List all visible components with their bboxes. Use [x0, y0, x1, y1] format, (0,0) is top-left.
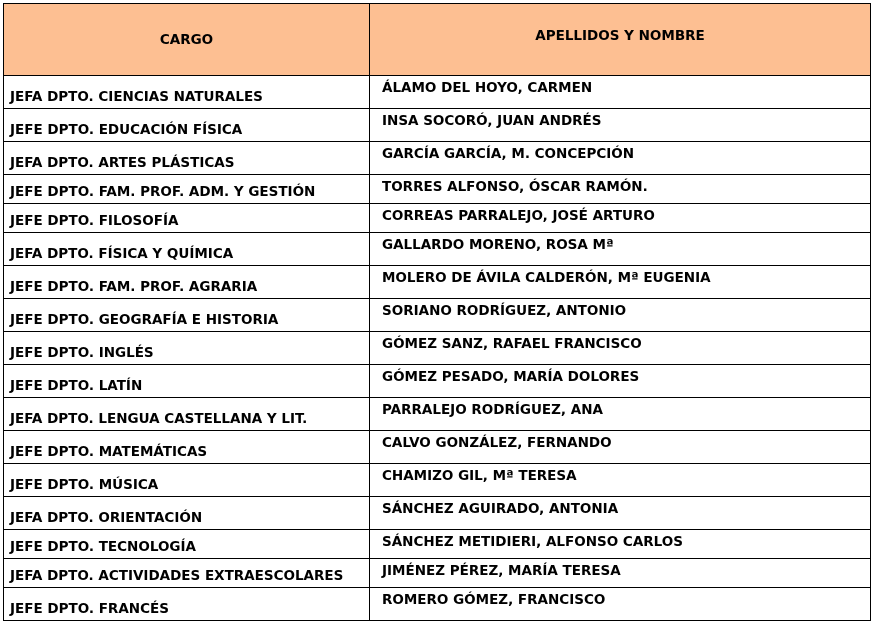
cell-cargo: JEFE DPTO. TECNOLOGÍA: [4, 530, 370, 559]
cell-nombre: CHAMIZO GIL, Mª TERESA: [370, 464, 871, 497]
table-row: [4, 365, 871, 398]
header-row: [4, 4, 871, 76]
cell-nombre: CALVO GONZÁLEZ, FERNANDO: [370, 431, 871, 464]
header-cargo: CARGO: [4, 4, 370, 76]
cell-nombre: TORRES ALFONSO, ÓSCAR RAMÓN.: [370, 175, 871, 204]
cell-nombre: MOLERO DE ÁVILA CALDERÓN, Mª EUGENIA: [370, 266, 871, 299]
table-row: [4, 233, 871, 266]
cell-cargo: JEFE DPTO. MATEMÁTICAS: [4, 431, 370, 464]
header-nombre: APELLIDOS Y NOMBRE: [370, 4, 871, 76]
table-row: [4, 175, 871, 204]
cell-nombre: GALLARDO MORENO, ROSA Mª: [370, 233, 871, 266]
cell-cargo: JEFE DPTO. FRANCÉS: [4, 588, 370, 621]
cell-cargo: JEFA DPTO. CIENCIAS NATURALES: [4, 76, 370, 109]
table-row: [4, 266, 871, 299]
table-body: [4, 76, 871, 621]
cell-nombre: ROMERO GÓMEZ, FRANCISCO: [370, 588, 871, 621]
cell-cargo: JEFA DPTO. ACTIVIDADES EXTRAESCOLARES: [4, 559, 370, 588]
cell-cargo: JEFE DPTO. FAM. PROF. ADM. Y GESTIÓN: [4, 175, 370, 204]
cell-nombre: CORREAS PARRALEJO, JOSÉ ARTURO: [370, 204, 871, 233]
cell-cargo: JEFE DPTO. MÚSICA: [4, 464, 370, 497]
cell-cargo: JEFE DPTO. EDUCACIÓN FÍSICA: [4, 109, 370, 142]
cell-cargo: JEFE DPTO. INGLÉS: [4, 332, 370, 365]
table-row: [4, 530, 871, 559]
table-row: [4, 109, 871, 142]
cell-nombre: INSA SOCORÓ, JUAN ANDRÉS: [370, 109, 871, 142]
table-row: [4, 398, 871, 431]
cell-cargo: JEFE DPTO. GEOGRAFÍA E HISTORIA: [4, 299, 370, 332]
table-row: [4, 559, 871, 588]
table-row: [4, 464, 871, 497]
cell-cargo: JEFA DPTO. FÍSICA Y QUÍMICA: [4, 233, 370, 266]
cell-cargo: JEFE DPTO. LATÍN: [4, 365, 370, 398]
cell-cargo: JEFA DPTO. ORIENTACIÓN: [4, 497, 370, 530]
table-header: [4, 4, 871, 76]
cell-nombre: SORIANO RODRÍGUEZ, ANTONIO: [370, 299, 871, 332]
cell-nombre: JIMÉNEZ PÉREZ, MARÍA TERESA: [370, 559, 871, 588]
cell-nombre: ÁLAMO DEL HOYO, CARMEN: [370, 76, 871, 109]
table-row: [4, 332, 871, 365]
cell-nombre: SÁNCHEZ AGUIRADO, ANTONIA: [370, 497, 871, 530]
cell-cargo: JEFA DPTO. ARTES PLÁSTICAS: [4, 142, 370, 175]
table-row: [4, 431, 871, 464]
department-heads-table: [3, 3, 871, 621]
cell-cargo: JEFE DPTO. FAM. PROF. AGRARIA: [4, 266, 370, 299]
cell-nombre: GÓMEZ SANZ, RAFAEL FRANCISCO: [370, 332, 871, 365]
table-row: [4, 588, 871, 621]
cell-nombre: GARCÍA GARCÍA, M. CONCEPCIÓN: [370, 142, 871, 175]
table-row: [4, 497, 871, 530]
table-row: [4, 142, 871, 175]
table-row: [4, 204, 871, 233]
cell-nombre: GÓMEZ PESADO, MARÍA DOLORES: [370, 365, 871, 398]
cell-nombre: PARRALEJO RODRÍGUEZ, ANA: [370, 398, 871, 431]
cell-cargo: JEFA DPTO. LENGUA CASTELLANA Y LIT.: [4, 398, 370, 431]
cell-cargo: JEFE DPTO. FILOSOFÍA: [4, 204, 370, 233]
table-row: [4, 76, 871, 109]
cell-nombre: SÁNCHEZ METIDIERI, ALFONSO CARLOS: [370, 530, 871, 559]
table-row: [4, 299, 871, 332]
